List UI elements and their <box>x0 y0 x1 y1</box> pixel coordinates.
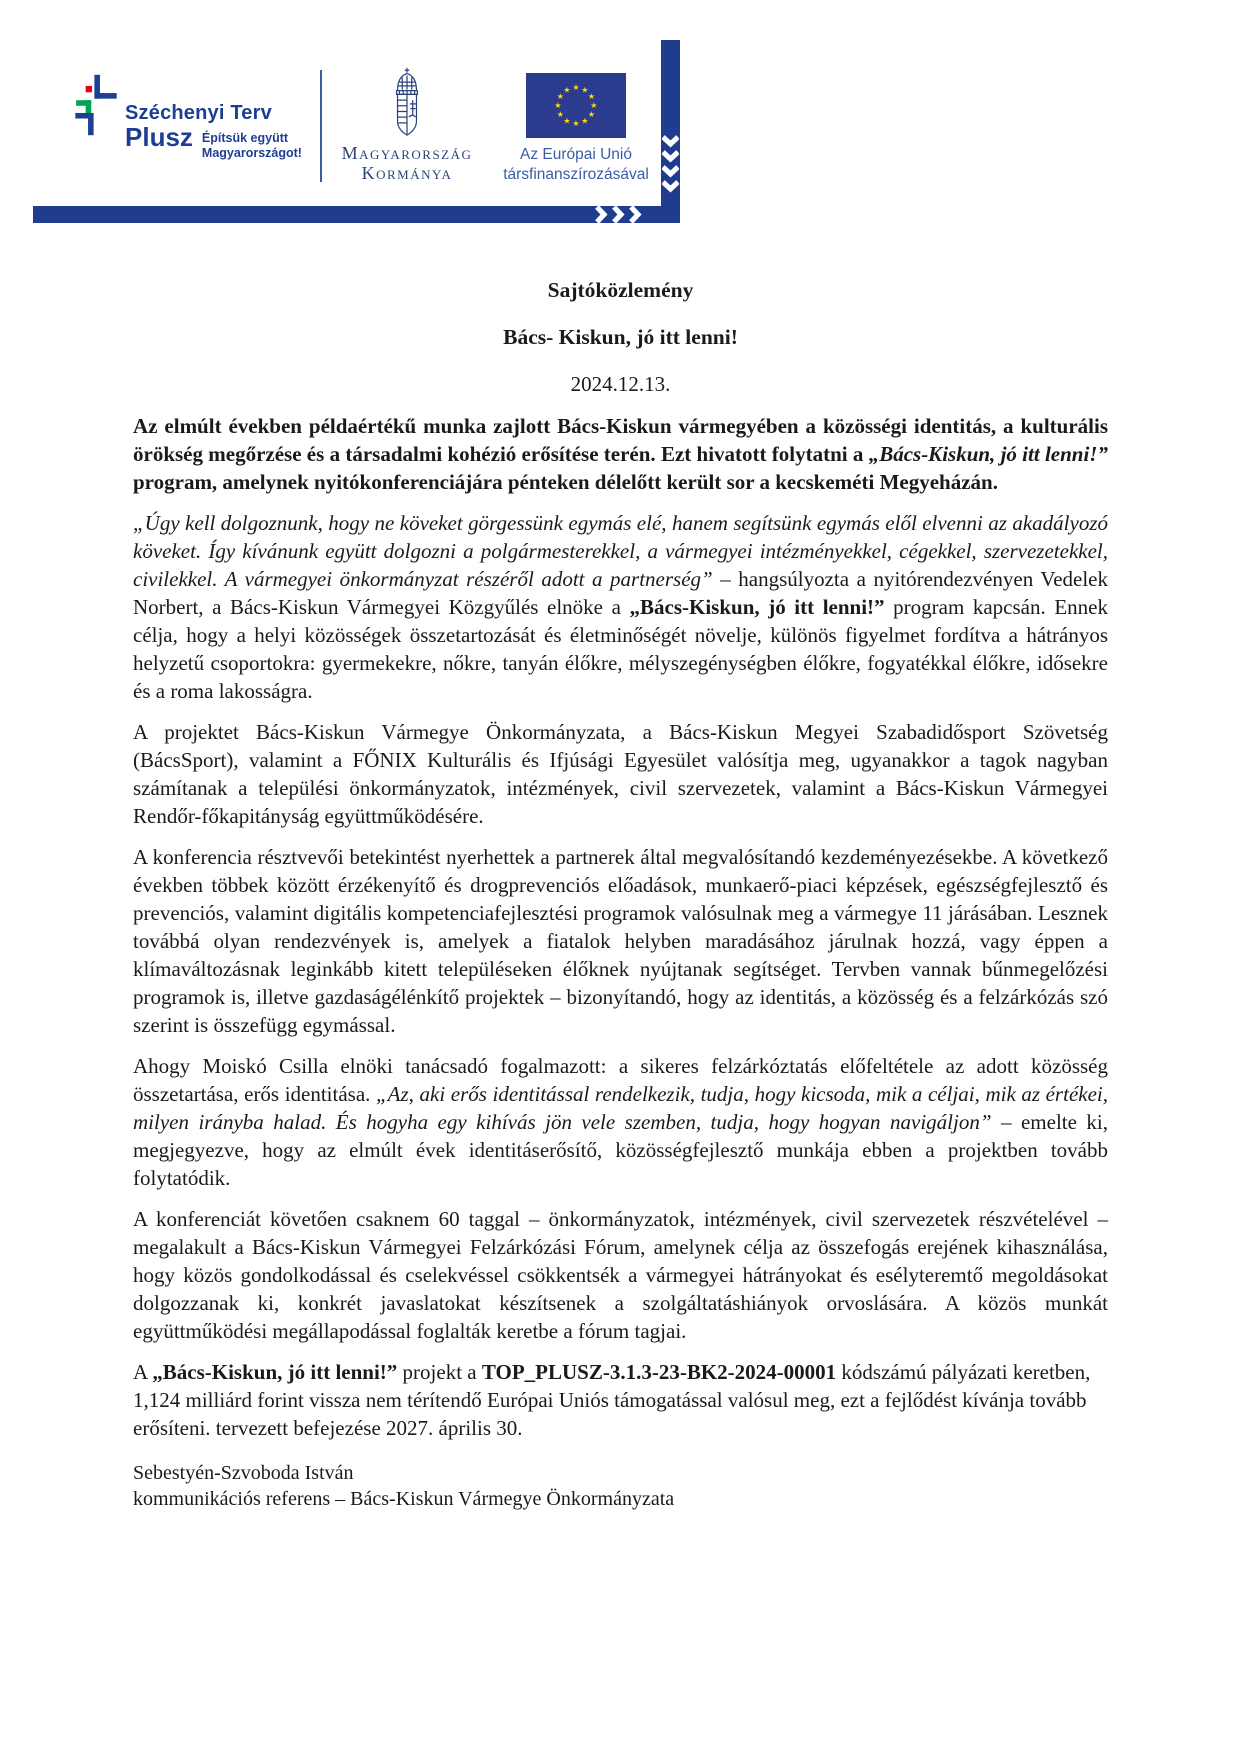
document-title: Sajtóközlemény <box>547 278 694 302</box>
chevrons-down-icon <box>662 134 679 196</box>
body-paragraph <box>133 412 1108 496</box>
eu-cofunding-logo <box>495 73 657 185</box>
text-segment: A konferenciát követően csaknem 60 taggal – önkormányzatok, intézmények, civil szervezetek részvételével – megalakult a Bács-Kiskun Vármegyei Felzárkózási Fórum, amelynek célja az összefogás erejének kihasználása, hogy közös gondolkodással és cselekvéssel csökkentsék a vármegyei hátrányokat és esélyteremtő megoldásokat dolgozzanak ki, konkrét javaslatokat készítsenek a szolgáltatáshiányok orvoslására. A közös munkát együttműködési megállapodással foglalták keretbe a fórum tagjai. <box>133 1207 1108 1343</box>
svg-text:★: ★ <box>572 83 580 93</box>
hungarian-government-logo <box>337 66 477 183</box>
szechenyi-plus-icon <box>75 74 117 136</box>
text-segment: kódszámú pályázati keretben, 1,124 milliárd forint vissza nem térítendő Európai Uniós támogatással valósul meg, ezt a fejlődést kívánja tovább erősíteni. tervezett befejezése 2027. április 30. <box>133 1360 1091 1440</box>
eu-flag-icon <box>526 73 626 138</box>
text-segment: TOP_PLUSZ-3.1.3-23-BK2-2024-00001 <box>481 1360 837 1384</box>
svg-text:★: ★ <box>572 118 580 128</box>
logo-divider <box>320 70 322 182</box>
body-paragraph <box>133 1358 1108 1442</box>
government-text-line2: Kormánya <box>361 163 453 183</box>
chevrons-right-icon <box>594 206 650 223</box>
text-segment: – emelte ki, megjegyezve, hogy az elmúlt évek identitáserősítő, közösségfejlesztő munkája ebben a projektben tovább folytatódik. <box>133 1110 1108 1190</box>
body-paragraph <box>133 1052 1108 1192</box>
svg-text:★: ★ <box>563 116 571 126</box>
signature-block <box>133 1460 1108 1512</box>
svg-text:★: ★ <box>556 109 565 119</box>
szechenyi-logo-text <box>125 102 302 161</box>
text-segment: „Bács-Kiskun, jó itt lenni!” <box>152 1360 398 1384</box>
text-segment: „Úgy kell dolgoznunk, hogy ne köveket görgessünk egymás elé, hanem segítsünk egymás elől elvenni az akadályozó köveket. Így kívánunk együtt dolgozni a polgármesterekkel, a vármegyei intézményekkel, cégekkel, szervezetekkel, civilekkel. A vármegyei önkormányzat részéről adott a partnerség” <box>133 511 1108 591</box>
eu-logo-text <box>495 145 657 185</box>
text-segment: projekt a <box>397 1360 482 1384</box>
press-release-body <box>133 412 1108 1442</box>
text-segment: „Az, aki erős identitással rendelkezik, tudja, hogy kicsoda, mik a céljai, mik az értékei, milyen irányba halad. És hogyha egy kihívás jön vele szemben, tudja, hogy hogyan navigáljon” <box>133 1082 1108 1134</box>
svg-text:★: ★ <box>563 85 571 95</box>
body-paragraph <box>133 509 1108 705</box>
svg-text:★: ★ <box>587 92 596 102</box>
funding-banner <box>33 40 680 223</box>
banner-vertical-bar <box>661 40 680 223</box>
svg-text:★: ★ <box>581 116 589 126</box>
text-segment: Ahogy Moiskó Csilla elnöki tanácsadó fogalmazott: a sikeres felzárkóztatás előfeltétele az adott közösség összetartása, erős identitása. <box>133 1054 1108 1106</box>
szechenyi-terv-plusz-logo <box>75 74 302 161</box>
szechenyi-title-line2: Plusz <box>125 122 193 152</box>
body-paragraph <box>133 1205 1108 1345</box>
text-segment: A konferencia résztvevői betekintést nyerhettek a partnerek által megvalósítandó kezdeményezésekbe. A következő években többek között érzékenyítő és drogprevenciós előadások, munkaerő-piaci képzések, egészségfejlesztő és prevenciós, valamint digitális kompetenciafejlesztési programok valósulnak meg a vármegye 11 járásában. Lesznek továbbá olyan rendezvények is, amelyek a fiatalok helyben maradásához járulnak hozzá, vagy éppen a klímaváltozásnak leginkább kitett településeken élőknek nyújtanak segítséget. Tervben vannak bűnmegelőzési programok is, illetve gazdaságélénkítő projektek – bizonyítandó, hogy az identitás, a közösség és a felzárkózás szó szerint is összefügg egymással. <box>133 845 1108 1037</box>
government-text-line1: Magyarország <box>341 143 473 163</box>
text-segment: A projektet Bács-Kiskun Vármegye Önkormányzata, a Bács-Kiskun Megyei Szabadidősport Szövetség (BácsSport), valamint a FŐNIX Kulturális és Ifjúsági Egyesület valósítja meg, ugyanakkor a tagok nagyban számítanak a települési önkormányzatok, intézmények, civil szervezetek, valamint a Bács-Kiskun Vármegyei Rendőr-főkapitányság együttműködésére. <box>133 720 1108 828</box>
text-segment: – hangsúlyozta a nyitórendezvényen Vedelek Norbert, a Bács-Kiskun Vármegyei Közgyűlés elnöke a <box>133 567 1108 619</box>
text-segment: „Bács-Kiskun, jó itt lenni!” <box>629 595 885 619</box>
signature-role: kommunikációs referens – Bács-Kiskun Vármegye Önkormányzata <box>133 1488 675 1510</box>
document-date: 2024.12.13. <box>570 372 671 396</box>
svg-text:★: ★ <box>581 85 589 95</box>
eu-text-line1: Az Európai Unió <box>519 146 632 163</box>
szechenyi-tagline <box>202 131 302 161</box>
svg-text:★: ★ <box>587 109 596 119</box>
szechenyi-tagline-line2: Magyarországot! <box>201 146 302 160</box>
signature-name: Sebestyén-Szvoboda István <box>133 1462 354 1484</box>
svg-text:★: ★ <box>554 101 562 110</box>
text-segment: Az elmúlt években példaértékű munka zajlott Bács-Kiskun vármegyében a közösségi identitás, a kulturális örökség megőrzése és a társadalmi kohézió erősítése terén. Ezt hivatott folytatni a <box>133 414 1108 466</box>
text-segment: „Bács-Kiskun, jó itt lenni!” <box>868 442 1108 466</box>
banner-horizontal-bar <box>33 206 680 223</box>
text-segment: program, amelynek nyitókonferenciájára pénteken délelőtt került sor a kecskeméti Megyeházán. <box>133 470 998 494</box>
hungarian-coat-of-arms-icon <box>386 66 428 138</box>
svg-text:★: ★ <box>590 101 598 110</box>
text-segment: A <box>133 1360 153 1384</box>
government-logo-text <box>337 143 477 183</box>
szechenyi-tagline-line1: Építsük együtt <box>201 131 289 145</box>
eu-text-line2: társfinanszírozásával <box>503 166 649 183</box>
body-paragraph <box>133 843 1108 1039</box>
document-subtitle: Bács- Kiskun, jó itt lenni! <box>503 325 738 349</box>
document-content <box>133 276 1108 1512</box>
body-paragraph <box>133 718 1108 830</box>
text-segment: program kapcsán. Ennek célja, hogy a helyi közösségek összetartozását és életminőségét növelje, különös figyelmet fordítva a hátrányos helyzetű csoportokra: gyermekekre, nőkre, tanyán élőkre, mélyszegénységben élőkre, fogyatékkal élőkre, idősekre és a roma lakosságra. <box>133 595 1108 703</box>
szechenyi-title-line1: Széchenyi Terv <box>125 102 272 124</box>
svg-text:★: ★ <box>556 92 565 102</box>
